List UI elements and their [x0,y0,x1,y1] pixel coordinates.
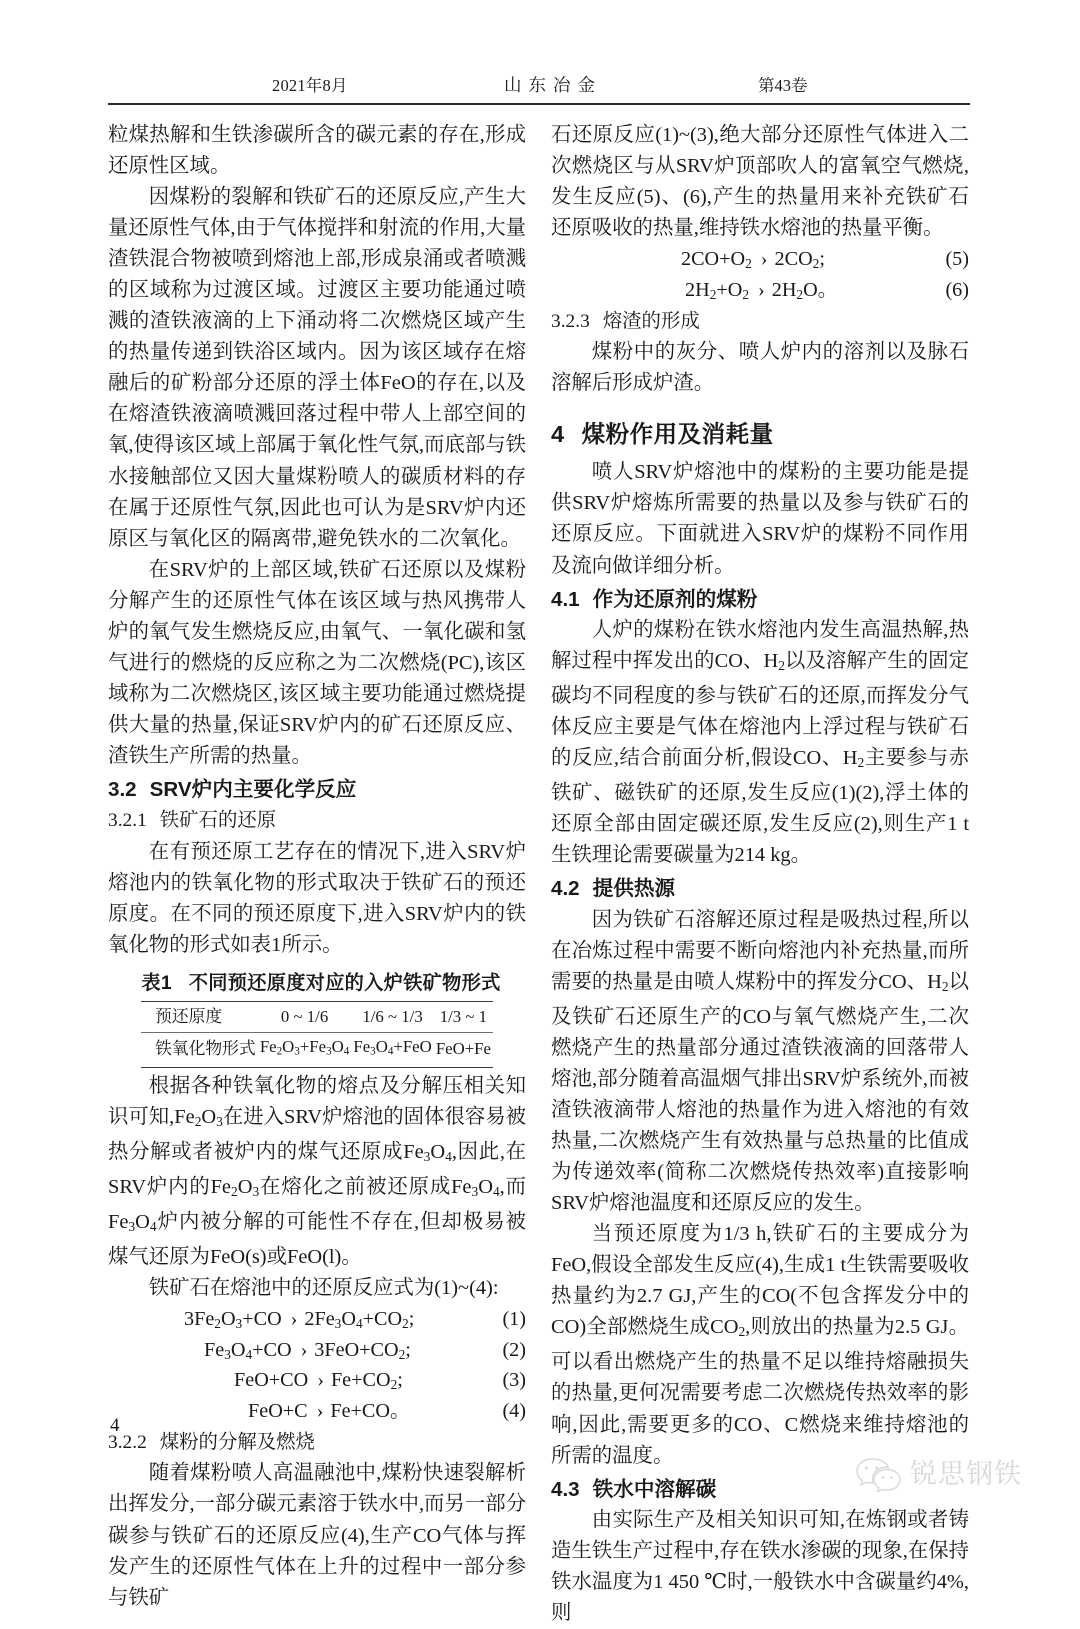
paragraph-text: 人炉的煤粉在铁水熔池内发生高温热解,热解过程中挥发出的CO、 [551,619,969,673]
heading-text: SRV炉内主要化学反应 [149,777,357,801]
paragraph: 当预还原度为1/3 h,铁矿石的主要成分为FeO,假设全部发生反应(4),生成1 t生铁需要吸收热量约为2.7 GJ,产生的CO(不包含挥发分中的CO)全部燃烧生成$CO_2$,则放出的热量为2.5 GJ。可以看出燃烧产生的热量不足以维持熔融损失的热量,更何况需要考虑二次燃烧传热效率的影响,因此,需要更多的CO、C燃烧来维持熔池的所需的温度。 [551,1223,969,1467]
heading-number: 3.2.3 [551,310,590,332]
paragraph-text: 以及铁矿石还原生产的CO与氧气燃烧产生,二次燃烧产生的热量部分通过渣铁液滴的回落带人熔池,部分随着高温烟气排出SRV炉系统外,而被渣铁液滴带人熔池的热量作为进入熔池的有效热量,二次燃烧产生有效热量与总热量的比值成为传递效率(简称二次燃烧传热效率)直接影响SRV炉熔池温度和还原反应的发生。 [551,970,969,1215]
page-number: 4 [110,1415,120,1436]
equation-number: (4) [502,1400,526,1423]
paragraph: 人炉的煤粉在铁水熔池内发生高温热解,热解过程中挥发出的CO、$H_2$以及溶解产生的固定碳均不同程度的参与铁矿石的还原,而挥发分气体反应主要是气体在熔池内上浮过程与铁矿石的反应,结合前面分析,假设CO、$H_2$主要参与赤铁矿、磁铁矿的还原,发生反应(1)(2),浮土体的还原全部由固定碳还原,发生反应(2),则生产1 t生铁理论需要碳量为214 kg。 [551,619,970,867]
heading-number: 4 [551,421,565,448]
paragraph: 铁矿石在熔池中的还原反应式为(1)~(4): [148,1276,499,1299]
heading-3-2-3 [551,307,969,338]
heading-number: 4.1 [551,587,580,611]
table-cell: 1/6 ~ 1/3 [351,1002,433,1033]
heading-4-1 [551,584,969,616]
heading-number: 3.2.1 [108,810,147,832]
paragraph-text: ,则放出的热量为2.5 GJ。可以看出燃烧产生的热量不足以维持熔融损失的热量,更何况需要考虑二次燃烧传热效率的影响,因此,需要更多的CO、C燃烧来维持熔池的所需的温度。 [551,1316,969,1467]
equation-body: $3Fe_2O_3+CO$ › $2Fe_3O_4+CO_2$; [184,1307,415,1331]
paragraph: 石还原反应(1)~(3),绝大部分还原性气体进入二次燃烧区与从SRV炉顶部吹人的富氧空气燃烧,发生反应(5)、(6),产生的热量用来补充铁矿石还原吸收的热量,维持铁水熔池的热量平衡。 [551,124,969,240]
running-head-date: 2021年8月 [272,76,348,95]
heading-3-2 [108,774,526,806]
arrow-icon: › [758,278,765,301]
arrow-icon: › [316,1400,324,1423]
table-1 [141,1001,493,1066]
heading-number: 4.2 [551,877,580,901]
table-row-label: 铁氧化物形式 [141,1032,258,1066]
heading-text: 煤粉的分解及燃烧 [159,1431,315,1453]
table-cell: 0 ~ 1/6 [258,1002,352,1033]
heading-text: 铁矿石的还原 [159,810,277,832]
equation-2 [108,1335,526,1366]
table-row-label: 预还原度 [141,1002,258,1033]
running-head [108,72,970,102]
arrow-icon: › [300,1338,308,1361]
table-1-caption [108,970,526,998]
heading-number: 3.2 [108,777,137,801]
heading-text: 提供热源 [592,877,676,901]
table-caption-label: 表1 [141,973,172,995]
equation-body: $Fe_3O_4+CO$ › $3FeO+CO_2$; [204,1338,411,1362]
heading-4 [551,415,969,453]
paragraph-text: 主要参与赤铁矿、磁铁矿的还原,发生反应(1)(2),浮土体的还原全部由固定碳还原,发生反应(2),则生产1 t生铁理论需要碳量为214 kg。 [551,747,969,867]
paragraph-text: 以及溶解产生的固定碳均不同程度的参与铁矿石的还原,而挥发分气体反应主要是气体在熔池内上浮过程与铁矿石的反应,结合前面分析,假设CO、 [551,650,970,770]
heading-3-2-1 [108,806,526,837]
equation-body: FeO+C › Fe+CO。 [248,1400,411,1423]
equation-4 [108,1396,526,1427]
wechat-icon [855,1456,901,1492]
arrow-icon: › [317,1369,324,1392]
table-row [141,1002,493,1033]
heading-text: 作为还原剂的煤粉 [592,587,758,611]
table-1-block [108,970,526,1067]
heading-4-2 [551,873,969,905]
running-head-journal-title: 山东冶金 [504,75,602,95]
equation-body: FeO+CO › $Fe+CO_2$; [234,1369,403,1393]
watermark-text: 锐思钢铁 [910,1459,1022,1489]
right-column [551,120,969,1629]
heading-number: 3.2.2 [108,1431,147,1453]
equation-number: (6) [945,278,969,301]
equation-5 [551,244,969,275]
arrow-icon: › [290,1307,298,1330]
equation-body: $2CO+O_2$ › $2CO_2$; [681,248,825,272]
table-cell: FeO+Fe [434,1032,493,1066]
paragraph: 因为铁矿石溶解还原过程是吸热过程,所以在冶炼过程中需要不断向熔池内补充热量,而所需要的热量是由喷人煤粉中的挥发分CO、$H_2$以及铁矿石还原生产的CO与氧气燃烧产生,二次燃烧产生的热量部分通过渣铁液滴的回落带人熔池,部分随着高温烟气排出SRV炉系统外,而被渣铁液滴带人熔池的热量作为进入熔池的有效热量,二次燃烧产生有效热量与总热量的比值成为传递效率(简称二次燃烧传热效率)直接影响SRV炉熔池温度和还原反应的发生。 [551,908,969,1215]
paragraph: 由实际生产及相关知识可知,在炼钢或者铸造生铁生产过程中,存在铁水渗碳的现象,在保持铁水温度为1 450 ℃时,一般铁水中含碳量约4%,则 [551,1509,970,1625]
table-caption-title: 不同预还原度对应的入炉铁矿物形式 [188,973,501,995]
equation-number: (5) [945,248,969,271]
paragraph-text: 根据各种铁氧化物的熔点及分解压相关知识可知, [108,1074,526,1128]
paragraph-text: 因为铁矿石溶解还原过程是吸热过程,所以在冶炼过程中需要不断向熔池内补充热量,而所需要的热量是由喷人煤粉中的挥发分CO、 [551,908,969,993]
equation-6 [551,275,969,306]
heading-text: 熔渣的形成 [602,310,700,332]
header-rule [108,103,970,105]
equation-body: $2H_2+O_2$ › $2H_2O$。 [685,278,838,302]
paragraph: 粒煤热解和生铁渗碳所含的碳元素的存在,形成还原性区域。 [108,124,526,178]
paragraph-text: ,因此,在SRV炉内的 [108,1140,526,1198]
paragraph-text: 在进入SRV炉熔池的固体很容易被热分解或者被炉内的煤气还原成 [108,1105,526,1163]
heading-text: 铁水中溶解碳 [592,1477,717,1501]
equation-1 [108,1304,526,1335]
equation-number: (1) [502,1307,526,1330]
table-cell: $Fe_2O_3+Fe_3O_4$ [258,1032,352,1066]
left-column [108,120,526,1614]
equation-3 [108,1365,526,1396]
table-bottom-rule [141,1067,493,1068]
running-head-volume: 第43卷 [758,76,808,95]
paragraph-text: 当预还原度为1/3 h,铁矿石的主要成分为FeO,假设全部发生反应(4),生成1 t生铁需要吸收热量约为2.7 GJ,产生的CO(不包含挥发分中的CO)全部燃烧生成 [551,1223,969,1339]
arrow-icon: › [760,248,768,271]
heading-3-2-2 [108,1428,526,1459]
table-row [141,1032,493,1066]
table-cell: $Fe_3O_4+FeO$ [351,1032,433,1066]
paragraph: 根据各种铁氧化物的熔点及分解压相关知识可知$,Fe_2O_3$在进入SRV炉熔池的固体很容易被热分解或者被炉内的煤气还原成$Fe_3O_4$,因此,在SRV炉内的$Fe_2O_3$在熔化之前被还原成$Fe_3O_4$,而$Fe_3O_4$炉内被分解的可能性不存在,但却极易被煤气还原为FeO(s)或FeO(l)。 [108,1074,526,1268]
paragraph-text: 炉内被分解的可能性不存在,但却极易被煤气还原为FeO(s)或FeO(l)。 [108,1210,526,1268]
paragraph: 煤粉中的灰分、喷人炉内的溶剂以及脉石溶解后形成炉渣。 [551,341,969,395]
paragraph-text: ,而 [499,1175,526,1198]
paragraph: 随着煤粉喷人高温融池中,煤粉快速裂解析出挥发分,一部分碳元素溶于铁水中,而另一部分碳参与铁矿石的还原反应(4),生产CO气体与挥发产生的还原性气体在上升的过程中一部分参与铁矿 [108,1462,527,1609]
equation-number: (2) [502,1338,526,1361]
paragraph: 在有预还原工艺存在的情况下,进入SRV炉熔池内的铁氧化物的形式取决于铁矿石的预还原度。在不同的预还原度下,进入SRV炉内的铁氧化物的形式如表1所示。 [108,840,526,957]
watermark [855,1448,1060,1500]
table-cell: 1/3 ~ 1 [434,1002,493,1033]
equation-number: (3) [502,1369,526,1392]
paragraph: 喷人SRV炉熔池中的煤粉的主要功能是提供SRV炉熔炼所需要的热量以及参与铁矿石的还原反应。下面就进入SRV炉的煤粉不同作用及流向做详细分析。 [551,461,969,577]
heading-number: 4.3 [551,1477,580,1501]
paragraph: 在SRV炉的上部区域,铁矿石还原以及煤粉分解产生的还原性气体在该区域与热风携带人炉的氧气发生燃烧反应,由氧气、一氧化碳和氢气进行的燃烧的反应称之为二次燃烧(PC),该区域称为二次燃烧区,该区域主要功能通过燃烧提供大量的热量,保证SRV炉内的矿石还原反应、渣铁生产所需的热量。 [108,558,526,767]
heading-text: 煤粉作用及消耗量 [581,421,774,448]
paragraph: 因煤粉的裂解和铁矿石的还原反应,产生大量还原性气体,由于气体搅拌和射流的作用,大量渣铁混合物被喷到熔池上部,形成泉涌或者喷溅的区域称为过渡区域。过渡区主要功能通过喷溅的渣铁液滴的上下涌动将二次燃烧区域产生的热量传递到铁浴区域内。因为该区域存在熔融后的矿粉部分还原的浮土体FeO的存在,以及在熔渣铁液滴喷溅回落过程中带人上部空间的氧,使得该区域上部属于氧化性气氛,而底部与铁水接触部位又因大量煤粉喷人的碳质材料的存在属于还原性气氛,因此也可认为是SRV炉内还原区与氧化区的隔离带,避免铁水的二次氧化。 [108,186,527,550]
paragraph-text: 在熔化之前被还原成 [259,1175,452,1198]
